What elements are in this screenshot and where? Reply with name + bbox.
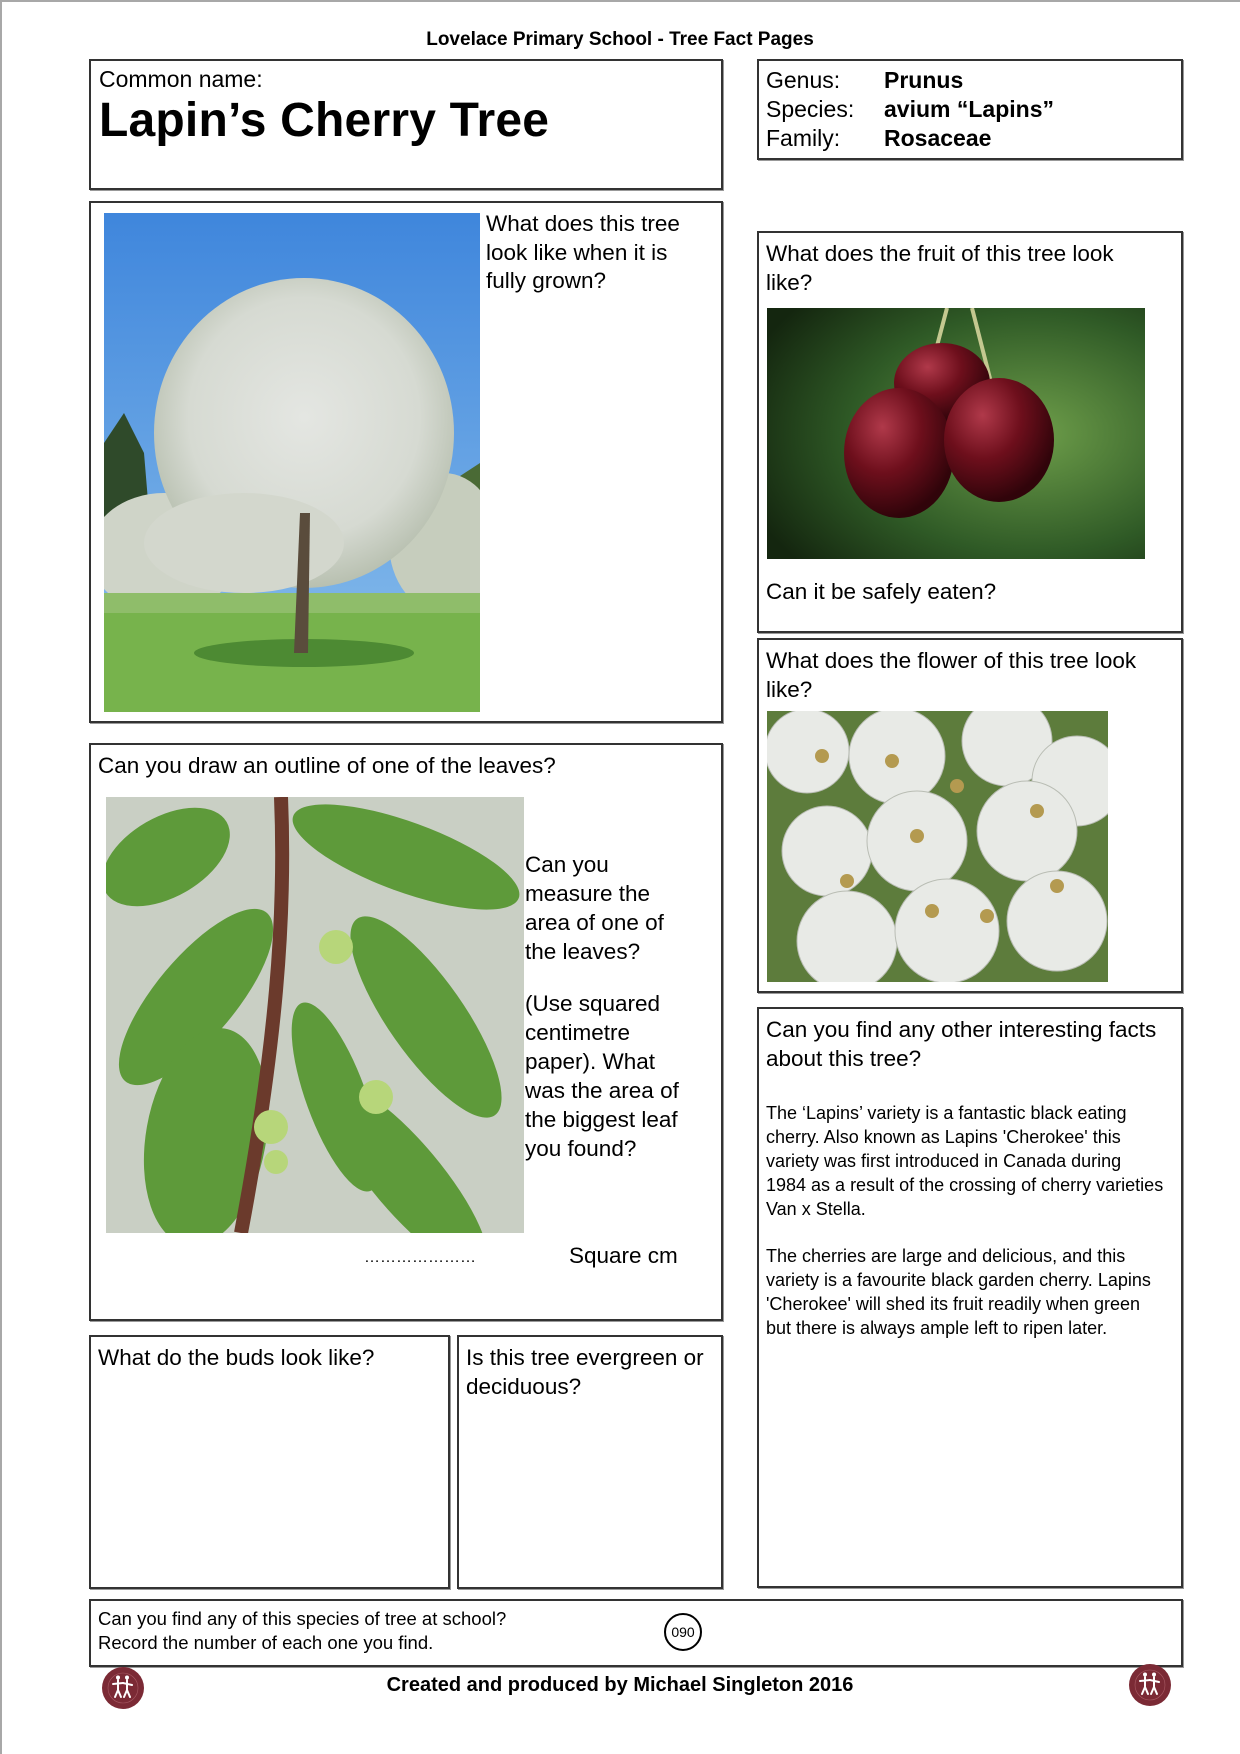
page-number-badge: 090	[664, 1613, 702, 1651]
common-name-label: Common name:	[99, 66, 263, 92]
evergreen-box	[457, 1335, 723, 1589]
facts-paragraph: The ‘Lapins’ variety is a fantastic black eating cherry. Also known as Lapins 'Cherokee' this variety was first introduced in Canada during 1984 as a result of the crossing of cherry varieties Van x Stella.	[766, 1103, 1164, 1219]
cherries-photo	[767, 308, 1145, 559]
taxonomy-box	[757, 59, 1183, 160]
measure-question	[525, 850, 715, 1163]
page-edge	[0, 0, 1240, 2]
instruction-line: centimetre	[525, 1020, 631, 1045]
school-logo-right	[1128, 1663, 1172, 1707]
facts-question: Can you find any other interesting facts about this tree?	[766, 1017, 1157, 1071]
flower-question: What does the flower of this tree look like?	[766, 648, 1137, 702]
footer-credit: Created and produced by Michael Singleton 2016	[386, 1674, 854, 1696]
family-row	[766, 124, 991, 153]
area-answer-blank[interactable]: …………………	[364, 1249, 476, 1266]
fully-grown-box	[89, 201, 723, 723]
instruction-line: was the area of	[525, 1078, 679, 1103]
species-label: Species:	[766, 96, 855, 122]
measure-line: the leaves?	[525, 939, 641, 964]
flower-box	[757, 638, 1183, 993]
genus-value: Prunus	[884, 67, 964, 93]
instruction-line: paper). What	[525, 1049, 656, 1074]
species-row	[766, 95, 1054, 124]
buds-question: What do the buds look like?	[98, 1345, 375, 1370]
family-label: Family:	[766, 125, 841, 151]
leaves-photo	[106, 797, 524, 1233]
tree-photo	[104, 213, 480, 712]
fruit-box	[757, 231, 1183, 633]
genus-row	[766, 66, 963, 95]
measure-line: area of one of	[525, 910, 664, 935]
species-value: avium “Lapins”	[884, 96, 1054, 122]
edible-question: Can it be safely eaten?	[766, 579, 997, 604]
instruction-line: you found?	[525, 1136, 637, 1161]
leaves-outline-question: Can you draw an outline of one of the leaves?	[98, 753, 556, 778]
measure-line: measure the	[525, 881, 651, 906]
facts-text	[766, 1101, 1166, 1363]
fruit-question: What does the fruit of this tree look like?	[766, 241, 1114, 295]
school-count-question: Can you find any of this species of tree at school?	[98, 1608, 507, 1629]
leaves-box	[89, 743, 723, 1321]
blossom-photo	[767, 711, 1108, 982]
buds-box	[89, 1335, 450, 1589]
facts-paragraph: The cherries are large and delicious, and this variety is a favourite black garden cherry. Lapins 'Cherokee' will shed its fruit readily when green but there is always ample left to ripen later.	[766, 1246, 1151, 1338]
school-count-instruction: Record the number of each one you find.	[98, 1632, 434, 1653]
instruction-line: (Use squared	[525, 991, 661, 1016]
facts-box	[757, 1007, 1183, 1588]
measure-line: Can you	[525, 852, 609, 877]
genus-label: Genus:	[766, 67, 841, 93]
fully-grown-question: What does this tree look like when it is fully grown?	[486, 211, 680, 293]
page-edge	[0, 0, 2, 1754]
common-name-title: Lapin’s Cherry Tree	[99, 94, 550, 147]
area-unit-label: Square cm	[569, 1243, 678, 1268]
page-header: Lovelace Primary School - Tree Fact Pages	[426, 29, 814, 50]
evergreen-question: Is this tree evergreen or deciduous?	[466, 1345, 704, 1399]
common-name-box	[89, 59, 723, 190]
instruction-line: the biggest leaf	[525, 1107, 678, 1132]
school-count-box	[89, 1599, 1183, 1667]
family-value: Rosaceae	[884, 125, 992, 151]
